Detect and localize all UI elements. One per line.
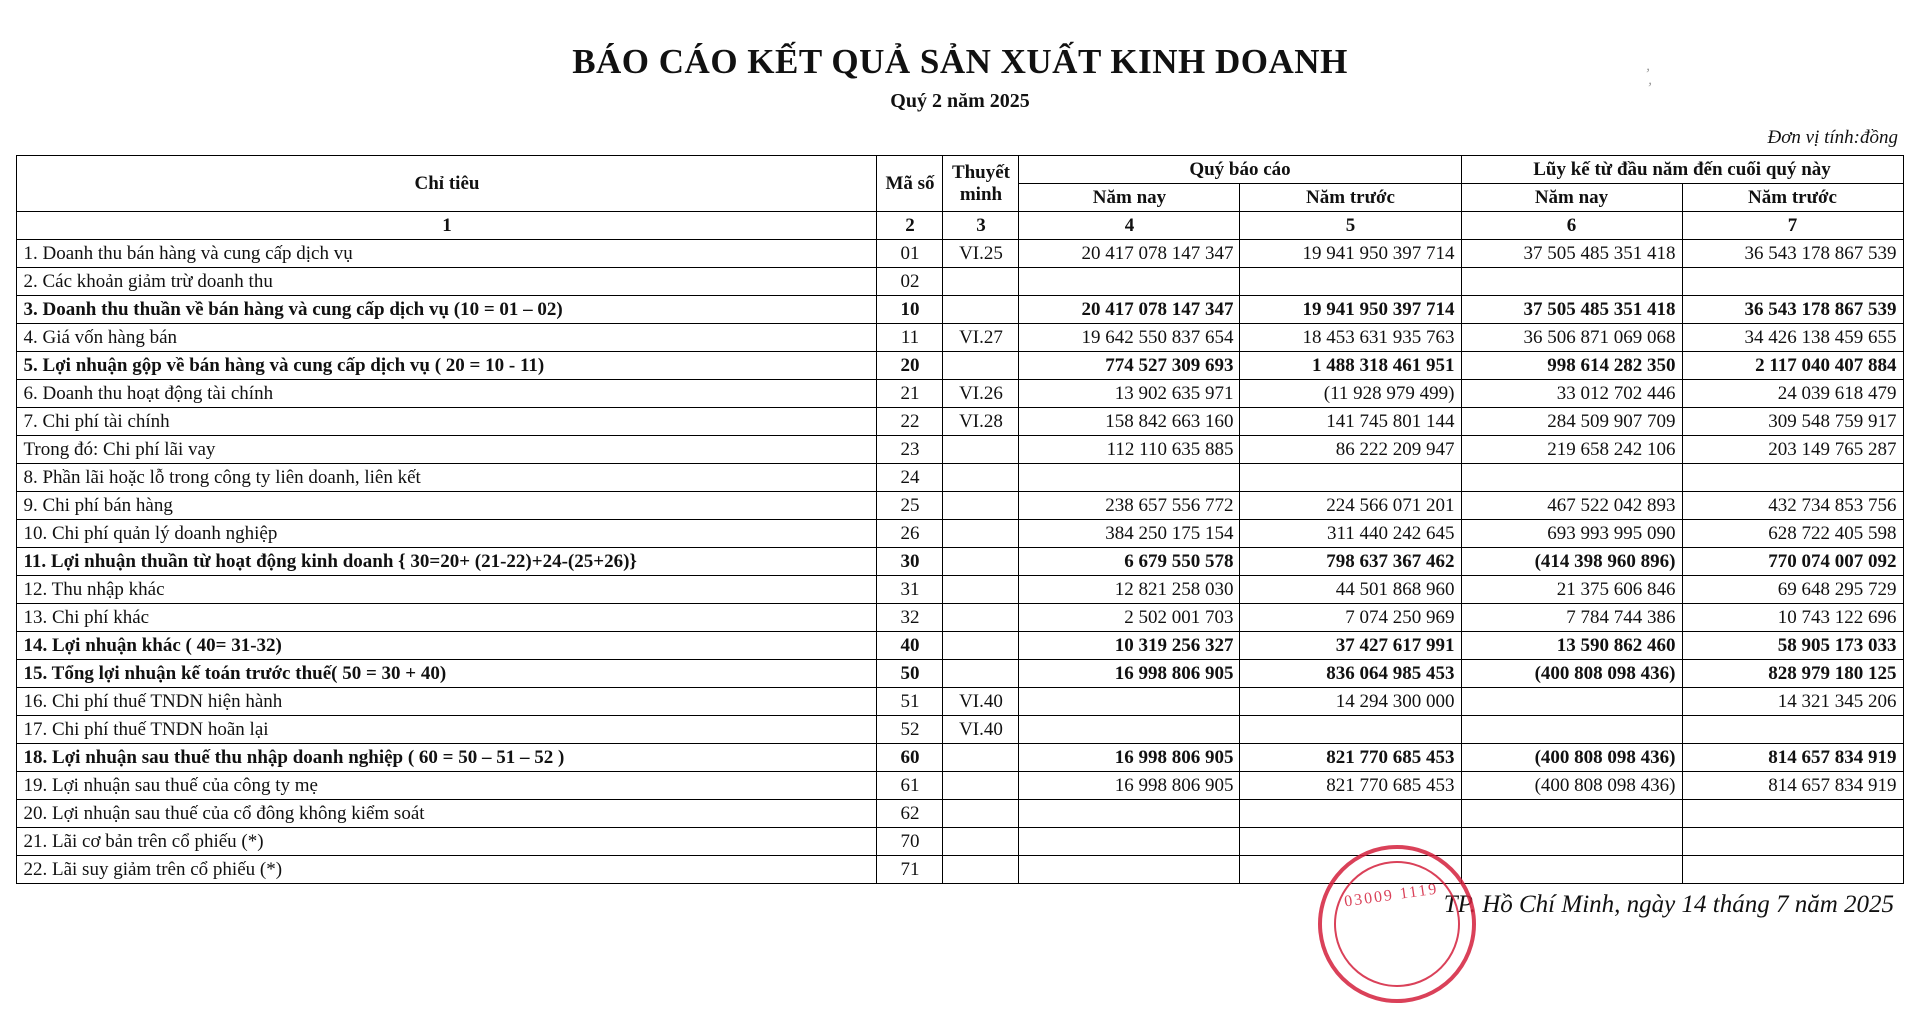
row-indicator-label: 22. Lãi suy giảm trên cổ phiếu (*) (17, 856, 877, 884)
row-quarter-this-year (1019, 856, 1240, 884)
row-quarter-last-year: 7 074 250 969 (1240, 604, 1461, 632)
footer-place-date: TP. Hồ Chí Minh, ngày 14 tháng 7 năm 2025 (1443, 891, 1894, 918)
row-cumulative-this-year (1461, 800, 1682, 828)
row-quarter-this-year: 12 821 258 030 (1019, 576, 1240, 604)
row-quarter-last-year: 86 222 209 947 (1240, 436, 1461, 464)
row-cumulative-this-year: (400 808 098 436) (1461, 660, 1682, 688)
row-quarter-last-year: 18 453 631 935 763 (1240, 324, 1461, 352)
row-quarter-this-year (1019, 828, 1240, 856)
table-row (17, 716, 1903, 744)
row-cumulative-last-year (1682, 716, 1903, 744)
th-note-line1: Thuyết (951, 161, 1011, 183)
row-cumulative-this-year: 998 614 282 350 (1461, 352, 1682, 380)
row-indicator-label: 17. Chi phí thuế TNDN hoãn lại (17, 716, 877, 744)
colnum-4: 4 (1019, 212, 1240, 240)
th-note (943, 156, 1019, 212)
row-note-ref (943, 268, 1019, 296)
row-quarter-last-year: 37 427 617 991 (1240, 632, 1461, 660)
table-row (17, 576, 1903, 604)
row-indicator-label: 21. Lãi cơ bản trên cổ phiếu (*) (17, 828, 877, 856)
row-cumulative-this-year: 13 590 862 460 (1461, 632, 1682, 660)
row-cumulative-this-year (1461, 716, 1682, 744)
table-row (17, 324, 1903, 352)
row-code: 23 (877, 436, 943, 464)
row-indicator-label: 10. Chi phí quản lý doanh nghiệp (17, 520, 877, 548)
colnum-2: 2 (877, 212, 943, 240)
row-cumulative-this-year (1461, 828, 1682, 856)
row-code: 50 (877, 660, 943, 688)
row-note-ref: VI.40 (943, 716, 1019, 744)
row-cumulative-last-year: 14 321 345 206 (1682, 688, 1903, 716)
row-cumulative-last-year: 2 117 040 407 884 (1682, 352, 1903, 380)
row-quarter-last-year: 821 770 685 453 (1240, 744, 1461, 772)
row-cumulative-last-year: 34 426 138 459 655 (1682, 324, 1903, 352)
row-quarter-this-year: 19 642 550 837 654 (1019, 324, 1240, 352)
row-cumulative-this-year: 33 012 702 446 (1461, 380, 1682, 408)
th-quarter-this-year: Năm nay (1019, 184, 1240, 212)
table-row (17, 548, 1903, 576)
row-note-ref (943, 828, 1019, 856)
row-cumulative-last-year: 203 149 765 287 (1682, 436, 1903, 464)
row-cumulative-this-year: 219 658 242 106 (1461, 436, 1682, 464)
row-cumulative-last-year: 432 734 853 756 (1682, 492, 1903, 520)
table-row (17, 408, 1903, 436)
row-quarter-this-year: 20 417 078 147 347 (1019, 296, 1240, 324)
table-row (17, 688, 1903, 716)
row-quarter-last-year: 1 488 318 461 951 (1240, 352, 1461, 380)
row-quarter-last-year: 836 064 985 453 (1240, 660, 1461, 688)
table-row (17, 800, 1903, 828)
th-quarter-last-year: Năm trước (1240, 184, 1461, 212)
row-code: 30 (877, 548, 943, 576)
row-note-ref (943, 548, 1019, 576)
row-cumulative-this-year: 7 784 744 386 (1461, 604, 1682, 632)
row-quarter-this-year: 158 842 663 160 (1019, 408, 1240, 436)
colnum-7: 7 (1682, 212, 1903, 240)
row-indicator-label: 16. Chi phí thuế TNDN hiện hành (17, 688, 877, 716)
row-code: 21 (877, 380, 943, 408)
row-quarter-last-year: 19 941 950 397 714 (1240, 240, 1461, 268)
row-note-ref (943, 296, 1019, 324)
row-quarter-this-year: 384 250 175 154 (1019, 520, 1240, 548)
row-quarter-this-year: 238 657 556 772 (1019, 492, 1240, 520)
row-cumulative-this-year: (400 808 098 436) (1461, 772, 1682, 800)
row-indicator-label: Trong đó: Chi phí lãi vay (17, 436, 877, 464)
row-quarter-this-year: 2 502 001 703 (1019, 604, 1240, 632)
row-indicator-label: 19. Lợi nhuận sau thuế của công ty mẹ (17, 772, 877, 800)
colnum-1: 1 (17, 212, 877, 240)
th-cumulative-group: Lũy kế từ đầu năm đến cuối quý này (1461, 156, 1903, 184)
row-note-ref: VI.40 (943, 688, 1019, 716)
row-code: 62 (877, 800, 943, 828)
row-cumulative-last-year (1682, 800, 1903, 828)
table-body (17, 240, 1903, 884)
row-code: 22 (877, 408, 943, 436)
table-row (17, 856, 1903, 884)
row-cumulative-this-year: (400 808 098 436) (1461, 744, 1682, 772)
table-row (17, 744, 1903, 772)
row-quarter-last-year (1240, 464, 1461, 492)
row-note-ref (943, 856, 1019, 884)
row-quarter-last-year: 14 294 300 000 (1240, 688, 1461, 716)
table-row (17, 436, 1903, 464)
table-row (17, 604, 1903, 632)
row-cumulative-this-year (1461, 464, 1682, 492)
row-code: 01 (877, 240, 943, 268)
table-row (17, 268, 1903, 296)
header-row-groups (17, 156, 1903, 184)
table-row (17, 660, 1903, 688)
table-row (17, 632, 1903, 660)
row-code: 20 (877, 352, 943, 380)
table-row (17, 520, 1903, 548)
row-cumulative-this-year: 37 505 485 351 418 (1461, 296, 1682, 324)
row-quarter-last-year (1240, 268, 1461, 296)
row-indicator-label: 12. Thu nhập khác (17, 576, 877, 604)
row-indicator-label: 9. Chi phí bán hàng (17, 492, 877, 520)
row-indicator-label: 15. Tổng lợi nhuận kế toán trước thuế( 50 = 30 + 40) (17, 660, 877, 688)
row-quarter-last-year: 141 745 801 144 (1240, 408, 1461, 436)
row-cumulative-this-year (1461, 856, 1682, 884)
row-note-ref (943, 660, 1019, 688)
row-indicator-label: 7. Chi phí tài chính (17, 408, 877, 436)
row-cumulative-last-year: 36 543 178 867 539 (1682, 240, 1903, 268)
row-quarter-last-year: 798 637 367 462 (1240, 548, 1461, 576)
table-row (17, 464, 1903, 492)
row-cumulative-this-year: 36 506 871 069 068 (1461, 324, 1682, 352)
column-number-row (17, 212, 1903, 240)
row-code: 25 (877, 492, 943, 520)
table-row (17, 828, 1903, 856)
row-indicator-label: 4. Giá vốn hàng bán (17, 324, 877, 352)
row-code: 26 (877, 520, 943, 548)
row-quarter-this-year: 16 998 806 905 (1019, 772, 1240, 800)
row-cumulative-last-year (1682, 464, 1903, 492)
row-cumulative-last-year: 10 743 122 696 (1682, 604, 1903, 632)
row-quarter-this-year (1019, 716, 1240, 744)
table-row (17, 772, 1903, 800)
row-cumulative-last-year: 58 905 173 033 (1682, 632, 1903, 660)
income-statement-table (16, 155, 1903, 884)
th-cumulative-this-year: Năm nay (1461, 184, 1682, 212)
row-quarter-last-year: 44 501 868 960 (1240, 576, 1461, 604)
row-code: 24 (877, 464, 943, 492)
row-note-ref (943, 352, 1019, 380)
row-indicator-label: 11. Lợi nhuận thuần từ hoạt động kinh doanh { 30=20+ (21-22)+24-(25+26)} (17, 548, 877, 576)
row-note-ref (943, 632, 1019, 660)
row-code: 52 (877, 716, 943, 744)
row-cumulative-this-year (1461, 268, 1682, 296)
table-row (17, 296, 1903, 324)
table-row (17, 240, 1903, 268)
row-code: 32 (877, 604, 943, 632)
row-note-ref (943, 772, 1019, 800)
row-cumulative-last-year (1682, 268, 1903, 296)
row-cumulative-last-year: 770 074 007 092 (1682, 548, 1903, 576)
th-indicator: Chỉ tiêu (17, 156, 877, 212)
row-cumulative-last-year: 814 657 834 919 (1682, 772, 1903, 800)
th-code: Mã số (877, 156, 943, 212)
row-quarter-this-year: 774 527 309 693 (1019, 352, 1240, 380)
row-indicator-label: 20. Lợi nhuận sau thuế của cổ đông không kiểm soát (17, 800, 877, 828)
row-indicator-label: 1. Doanh thu bán hàng và cung cấp dịch vụ (17, 240, 877, 268)
row-indicator-label: 14. Lợi nhuận khác ( 40= 31-32) (17, 632, 877, 660)
row-quarter-this-year: 112 110 635 885 (1019, 436, 1240, 464)
company-seal-text: 03009 1119 (1343, 880, 1440, 911)
row-code: 70 (877, 828, 943, 856)
row-indicator-label: 8. Phần lãi hoặc lỗ trong công ty liên doanh, liên kết (17, 464, 877, 492)
row-cumulative-last-year: 36 543 178 867 539 (1682, 296, 1903, 324)
unit-note: Đơn vị tính:đồng (1767, 127, 1898, 148)
row-quarter-last-year (1240, 828, 1461, 856)
colnum-6: 6 (1461, 212, 1682, 240)
row-cumulative-this-year: 467 522 042 893 (1461, 492, 1682, 520)
row-indicator-label: 18. Lợi nhuận sau thuế thu nhập doanh nghiệp ( 60 = 50 – 51 – 52 ) (17, 744, 877, 772)
page-title: BÁO CÁO KẾT QUẢ SẢN XUẤT KINH DOANH (572, 42, 1348, 81)
row-note-ref (943, 604, 1019, 632)
row-quarter-this-year (1019, 800, 1240, 828)
row-indicator-label: 2. Các khoản giảm trừ doanh thu (17, 268, 877, 296)
row-quarter-this-year: 13 902 635 971 (1019, 380, 1240, 408)
row-quarter-last-year: (11 928 979 499) (1240, 380, 1461, 408)
row-cumulative-last-year (1682, 828, 1903, 856)
row-quarter-this-year: 6 679 550 578 (1019, 548, 1240, 576)
row-cumulative-last-year: 828 979 180 125 (1682, 660, 1903, 688)
row-code: 31 (877, 576, 943, 604)
row-cumulative-last-year (1682, 856, 1903, 884)
row-quarter-last-year: 224 566 071 201 (1240, 492, 1461, 520)
row-quarter-this-year: 10 319 256 327 (1019, 632, 1240, 660)
row-cumulative-last-year: 309 548 759 917 (1682, 408, 1903, 436)
row-code: 61 (877, 772, 943, 800)
row-code: 71 (877, 856, 943, 884)
row-note-ref: VI.26 (943, 380, 1019, 408)
table-head (17, 156, 1903, 240)
row-note-ref: VI.28 (943, 408, 1019, 436)
row-note-ref (943, 464, 1019, 492)
row-code: 51 (877, 688, 943, 716)
row-quarter-this-year (1019, 464, 1240, 492)
row-cumulative-this-year: 693 993 995 090 (1461, 520, 1682, 548)
row-cumulative-this-year: 37 505 485 351 418 (1461, 240, 1682, 268)
row-quarter-last-year (1240, 800, 1461, 828)
row-cumulative-last-year: 814 657 834 919 (1682, 744, 1903, 772)
row-code: 10 (877, 296, 943, 324)
row-cumulative-last-year: 69 648 295 729 (1682, 576, 1903, 604)
scan-artifact-mark-2: , (1648, 72, 1652, 88)
row-cumulative-last-year: 628 722 405 598 (1682, 520, 1903, 548)
row-note-ref (943, 744, 1019, 772)
row-indicator-label: 5. Lợi nhuận gộp về bán hàng và cung cấp dịch vụ ( 20 = 10 - 11) (17, 352, 877, 380)
colnum-3: 3 (943, 212, 1019, 240)
document-page (0, 42, 1920, 941)
row-cumulative-this-year: (414 398 960 896) (1461, 548, 1682, 576)
row-quarter-this-year (1019, 688, 1240, 716)
colnum-5: 5 (1240, 212, 1461, 240)
row-note-ref (943, 520, 1019, 548)
table-row (17, 492, 1903, 520)
row-code: 60 (877, 744, 943, 772)
table-row (17, 380, 1903, 408)
row-quarter-last-year (1240, 716, 1461, 744)
row-note-ref (943, 492, 1019, 520)
row-note-ref: VI.25 (943, 240, 1019, 268)
row-code: 11 (877, 324, 943, 352)
row-code: 02 (877, 268, 943, 296)
row-cumulative-this-year: 284 509 907 709 (1461, 408, 1682, 436)
row-quarter-last-year: 311 440 242 645 (1240, 520, 1461, 548)
row-quarter-this-year: 16 998 806 905 (1019, 660, 1240, 688)
page-subtitle: Quý 2 năm 2025 (890, 90, 1030, 112)
row-note-ref (943, 800, 1019, 828)
row-quarter-this-year: 16 998 806 905 (1019, 744, 1240, 772)
table-row (17, 352, 1903, 380)
row-cumulative-this-year: 21 375 606 846 (1461, 576, 1682, 604)
row-quarter-last-year: 19 941 950 397 714 (1240, 296, 1461, 324)
row-quarter-last-year: 821 770 685 453 (1240, 772, 1461, 800)
row-note-ref (943, 436, 1019, 464)
row-cumulative-this-year (1461, 688, 1682, 716)
th-note-line2: minh (959, 183, 1003, 205)
row-quarter-last-year (1240, 856, 1461, 884)
row-code: 40 (877, 632, 943, 660)
th-quarter-group: Quý báo cáo (1019, 156, 1461, 184)
row-cumulative-last-year: 24 039 618 479 (1682, 380, 1903, 408)
row-note-ref: VI.27 (943, 324, 1019, 352)
row-indicator-label: 13. Chi phí khác (17, 604, 877, 632)
row-note-ref (943, 576, 1019, 604)
row-quarter-this-year: 20 417 078 147 347 (1019, 240, 1240, 268)
row-quarter-this-year (1019, 268, 1240, 296)
row-indicator-label: 6. Doanh thu hoạt động tài chính (17, 380, 877, 408)
row-indicator-label: 3. Doanh thu thuần về bán hàng và cung cấp dịch vụ (10 = 01 – 02) (17, 296, 877, 324)
th-cumulative-last-year: Năm trước (1682, 184, 1903, 212)
scan-artifact-mark-1: , (1646, 58, 1650, 74)
